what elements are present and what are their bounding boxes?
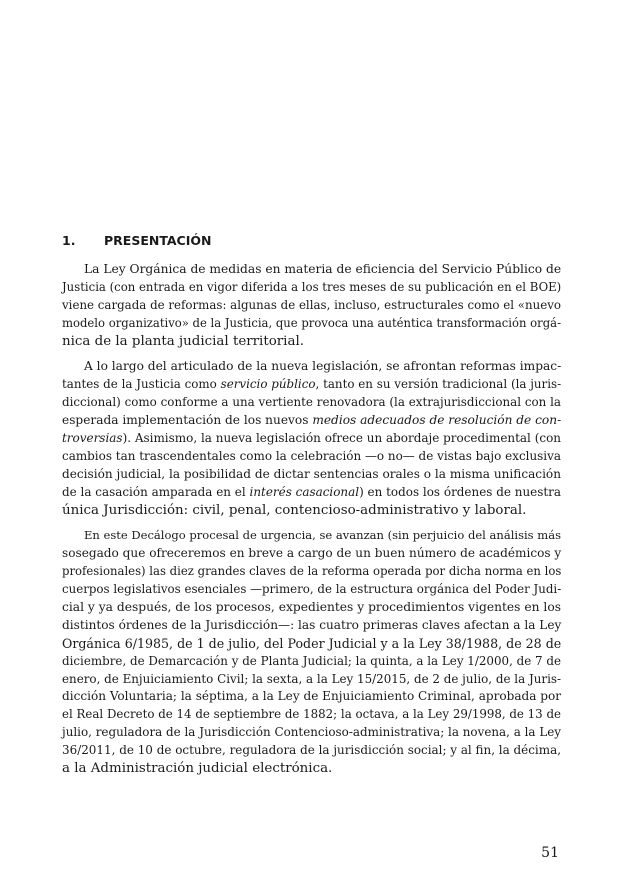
text-line [62,376,561,394]
text-run: de la casación amparada en el [62,484,250,499]
text-line [62,617,561,635]
text-run: dicción Voluntaria; la séptima, a la Ley de Enjuiciamiento Criminal, aprobada por [62,689,562,704]
section-title: PRESENTACIÓN [104,233,212,248]
text-run: cuerpos legislativos esenciales —primero, de la estructura orgánica del Poder Judi- [62,582,562,597]
text-line [62,297,561,315]
text-run: nica de la planta judicial territorial. [62,333,304,349]
text-run: tantes de la Justicia como [62,377,221,392]
text-run: 36/2011, de 10 de octubre, reguladora de la jurisdicción social; y al fin, la décima, [62,743,561,758]
text-run: A lo largo del articulado de la nueva legislación, se afrontan reformas impac- [84,359,562,374]
text-run: cial y ya después, de los procesos, expedientes y procedimientos vigentes en los [62,600,561,615]
text-run: ). Asimismo, la nueva legislación ofrece un abordaje procedimental (con [122,431,561,446]
text-run: el Real Decreto de 14 de septiembre de 1882; la octava, a la Ley 29/1998, de 13 de [62,707,561,722]
text-run: esperada implementación de los nuevos [62,413,313,428]
page-number: 51 [541,845,559,861]
text-line [62,430,561,448]
section-number: 1. [62,233,76,248]
text-run: viene cargada de reformas: algunas de ellas, incluso, estructurales como el «nuevo [62,297,562,312]
text-line [62,484,561,502]
text-line [62,599,561,617]
text-line [62,412,561,430]
text-line [62,653,561,671]
text-line [62,358,561,376]
paragraph [62,261,561,350]
italic-text: troversias [62,431,123,446]
italic-text: medios adecuados de resolución de con- [312,413,562,428]
text-line [62,333,561,351]
section-heading [62,232,561,249]
text-line [62,279,561,297]
text-line [62,760,561,778]
text-line [62,671,561,689]
text-run: única Jurisdicción: civil, penal, contencioso-administrativo y laboral. [62,502,527,518]
text-line [62,563,561,581]
text-run: La Ley Orgánica de medidas en materia de eficiencia del Servicio Público de [84,262,562,276]
paragraph [62,527,561,777]
text-line [62,545,561,563]
text-line [62,502,561,520]
text-line [62,581,561,599]
italic-text: servicio público [220,377,316,392]
italic-text: interés casacional [249,484,360,499]
text-run: enero, de Enjuiciamiento Civil; la sexta, a la Ley 15/2015, de 2 de julio, de la Juris- [62,671,561,686]
text-run: , tanto en su versión tradicional (la juris- [315,377,562,392]
text-line [62,706,561,724]
text-run: cambios tan trascendentales como la celebración —o no— de vistas bajo exclusiva [62,448,561,463]
text-run: decisión judicial, la posibilidad de dictar sentencias orales o la misma unificación [62,466,561,481]
text-run: distintos órdenes de la Jurisdicción—: las cuatro primeras claves afectan a la Ley [62,617,562,632]
text-run: sosegado que ofreceremos en breve a cargo de un buen número de académicos y [62,546,562,561]
text-line [62,315,561,333]
text-line [62,724,561,742]
text-run: a la Administración judicial electrónica. [62,761,333,777]
body-paragraphs [62,261,561,778]
text-run: ) en todos los órdenes de nuestra [359,484,561,499]
page-body [62,232,561,786]
text-run: modelo organizativo» de la Justicia, que provoca una auténtica transformación orgá- [62,315,561,330]
text-line [62,635,561,653]
text-run: diciembre, de Demarcación y de Planta Judicial; la quinta, a la Ley 1/2000, de 7 de [62,653,561,668]
paragraph [62,358,561,519]
text-line [62,261,561,279]
text-line [62,527,561,545]
text-line [62,688,561,706]
text-line [62,394,561,412]
text-run: Orgánica 6/1985, de 1 de julio, del Poder Judicial y a la Ley 38/1988, de 28 de [62,635,562,651]
text-line [62,466,561,484]
text-run: Justicia (con entrada en vigor diferida a los tres meses de su publicación en el BOE) [62,279,562,294]
text-line [62,742,561,760]
text-run: En este Decálogo procesal de urgencia, se avanzan (sin perjuicio del análisis más [84,528,561,543]
text-run: julio, reguladora de la Jurisdicción Contencioso-administrativa; la novena, a la Ley [62,725,561,740]
text-run: diccional) como conforme a una vertiente renovadora (la extrajurisdiccional con la [62,395,561,410]
text-run: profesionales) las diez grandes claves de la reforma operada por dicha norma en los [62,564,562,579]
text-line [62,448,561,466]
